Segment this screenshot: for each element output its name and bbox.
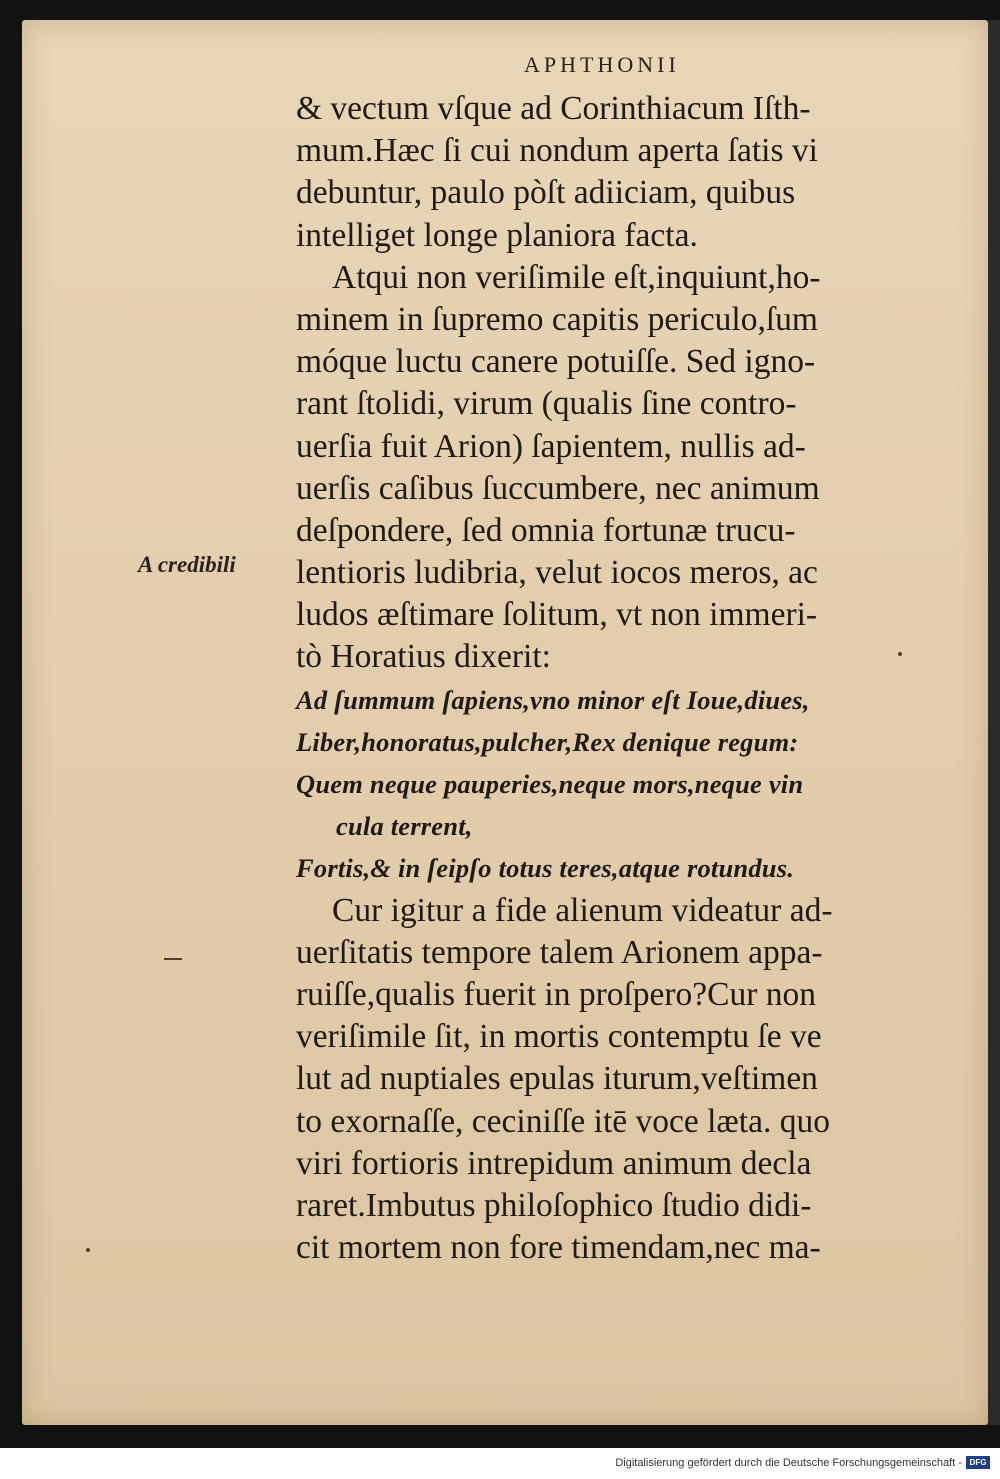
dfg-logo: DFG	[966, 1456, 990, 1469]
text-line: raret.Imbutus philoſophico ſtudio didi-	[296, 1186, 812, 1224]
text-line: lut ad nuptiales epulas iturum,veſtimen	[296, 1060, 818, 1098]
text-line: móque luctu canere potuiſſe. Sed igno-	[296, 343, 816, 381]
text-line: Atqui non veriſimile eſt,inquiunt,ho-	[332, 258, 821, 296]
text-line: cit mortem non fore timendam,nec ma-	[296, 1229, 821, 1267]
text-line: ludos æſtimare ſolitum, vt non immeri-	[296, 596, 818, 634]
text-line: Liber,honoratus,pulcher,Rex denique regum:	[296, 726, 799, 757]
text-line: minem in ſupremo capitis periculo,ſum	[296, 300, 818, 338]
ink-mark	[898, 652, 902, 656]
text-line: to exornaſſe, ceciniſſe itē voce læta. quo	[296, 1102, 830, 1140]
text-line: & vectum vſque ad Corinthiacum Iſth-	[296, 90, 811, 127]
text-line: ruiſſe,qualis fuerit in proſpero?Cur non	[296, 975, 817, 1013]
running-head: APHTHONII	[524, 52, 680, 77]
text-line: debuntur, paulo pòſt adiiciam, quibus	[296, 174, 796, 212]
page-edge	[988, 20, 1000, 1425]
text-line: cula terrent,	[336, 811, 473, 842]
text-line: intelliget longe planiora facta.	[296, 216, 698, 254]
text-line: uerſitatis tempore talem Arionem appa-	[296, 933, 823, 971]
footer-credit: Digitalisierung gefördert durch die Deutsche Forschungsgemeinschaft -	[615, 1457, 962, 1469]
text-line: uerſia fuit Arion) ſapientem, nullis ad-	[296, 427, 806, 465]
text-line: Ad ſummum ſapiens,vno minor eſt Ioue,diues,	[296, 684, 810, 715]
ink-mark	[164, 958, 182, 960]
text-line: lentioris ludibria, velut iocos meros, ac	[296, 554, 818, 592]
text-line: deſpondere, ſed omnia fortunæ trucu-	[296, 511, 796, 549]
text-line: mum.Hæc ſi cui nondum aperta ſatis vi	[296, 132, 818, 170]
marginal-note: A credibili	[138, 552, 236, 577]
text-line: uerſis caſibus ſuccumbere, nec animum	[296, 469, 820, 507]
ink-mark	[86, 1248, 90, 1252]
text-line: Fortis,& in ſeipſo totus teres,atque rotundus.	[296, 853, 795, 884]
text-line: Cur igitur a fide alienum videatur ad-	[332, 891, 833, 929]
text-block	[296, 88, 956, 1269]
text-line: rant ſtolidi, virum (qualis ſine contro-	[296, 385, 797, 423]
footer-bar	[0, 1448, 1000, 1479]
text-line: viri fortioris intrepidum animum decla	[296, 1144, 812, 1182]
text-line: tò Horatius dixerit:	[296, 638, 551, 676]
text-line: Quem neque pauperies,neque mors,neque vin	[296, 769, 804, 799]
text-line: veriſimile ſit, in mortis contemptu ſe ve	[296, 1018, 822, 1056]
